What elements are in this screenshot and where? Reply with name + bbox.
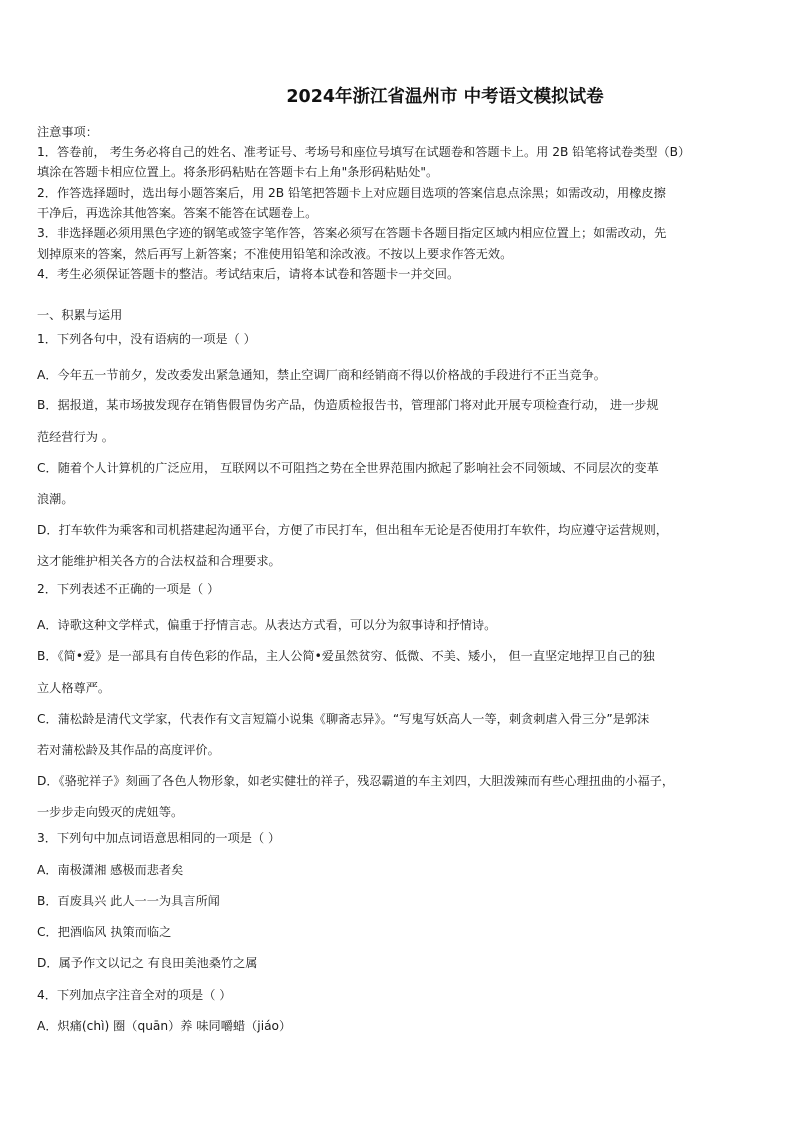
question-2-option-b-cont: 立人格尊严。 (37, 681, 111, 695)
question-2-option-c: C．蒲松龄是清代文学家，代表作有文言短篇小说集《聊斋志异》。“写鬼写妖高人一等，刺贪刺虐入骨三分”是郭沫 (37, 712, 650, 726)
question-1-option-b-cont: 范经营行为 。 (37, 430, 114, 444)
question-1-option-c: C．随着个人计算机的广泛应用， 互联网以不可阻挡之势在全世界范围内掀起了影响社会不同领域、不同层次的变革 (37, 461, 659, 475)
notice-line: 1．答卷前， 考生务必将自己的姓名、准考证号、考场号和座位号填写在试题卷和答题卡上。用 2B 铅笔将试卷类型（B） (37, 145, 691, 159)
question-4-option-a: A．炽痛(chì) 圈（quān）养 味同嚼蜡（jiáo） (37, 1019, 292, 1033)
notice-line: 4．考生必须保证答题卡的整洁。考试结束后，请将本试卷和答题卡一并交回。 (37, 267, 460, 281)
question-3-option-a: A．南极潇湘 感极而悲者矣 (37, 863, 184, 877)
notice-line: 3．非选择题必须用黑色字迹的钢笔或签字笔作答，答案必须写在答题卡各题目指定区域内相应位置上；如需改动，先 (37, 226, 667, 240)
question-3-option-b: B．百废具兴 此人一一为具言所闻 (37, 894, 220, 908)
question-4-stem: 4．下列加点字注音全对的项是（ ） (37, 988, 232, 1002)
notice-line: 划掉原来的答案，然后再写上新答案；不准使用铅笔和涂改液。不按以上要求作答无效。 (37, 247, 513, 261)
section-heading: 一、积累与运用 (37, 308, 123, 322)
notice-line: 2．作答选择题时，选出每小题答案后，用 2B 铅笔把答题卡上对应题目选项的答案信息点涂黑；如需改动，用橡皮擦 (37, 186, 666, 200)
question-2-option-b: B．《简•爱》是一部具有自传色彩的作品，主人公简•爱虽然贫穷、低微、不美、矮小， 但一直坚定地捍卫自己的独 (37, 649, 655, 663)
question-1-option-a: A．今年五一节前夕，发改委发出紧急通知，禁止空调厂商和经销商不得以价格战的手段进行不正当竞争。 (37, 368, 606, 382)
question-1-option-b: B．据报道，某市场披发现存在销售假冒伪劣产品，伪造质检报告书，管理部门将对此开展专项检查行动， 进一步规 (37, 398, 659, 412)
question-3-option-d: D．属予作文以记之 有良田美池桑竹之属 (37, 956, 258, 970)
question-1-stem: 1．下列各句中，没有语病的一项是（ ） (37, 332, 256, 346)
page-title: 2024年浙江省温州市 中考语文模拟试卷 (286, 87, 604, 107)
notice-line: 填涂在答题卡相应位置上。将条形码粘贴在答题卡右上角"条形码粘贴处"。 (37, 165, 439, 179)
question-3-stem: 3．下列句中加点词语意思相同的一项是（ ） (37, 831, 281, 845)
question-2-option-d: D．《骆驼祥子》刻画了各色人物形象，如老实健壮的祥子，残忍霸道的车主刘四，大胆泼辣而有些心理扭曲的小福子， (37, 774, 675, 788)
question-1-option-d: D．打车软件为乘客和司机搭建起沟通平台，方便了市民打车，但出租车无论是否使用打车软件，均应遵守运营规则， (37, 523, 668, 537)
question-1-option-d-cont: 这才能维护相关各方的合法权益和合理要求。 (37, 554, 281, 568)
question-2-option-c-cont: 若对蒲松龄及其作品的高度评价。 (37, 743, 220, 757)
question-2-stem: 2．下列表述不正确的一项是（ ） (37, 582, 220, 596)
question-2-option-d-cont: 一步步走向毁灭的虎妞等。 (37, 805, 184, 819)
question-2-option-a: A．诗歌这种文学样式，偏重于抒情言志。从表达方式看，可以分为叙事诗和抒情诗。 (37, 618, 497, 632)
question-1-option-c-cont: 浪潮。 (37, 492, 74, 506)
notice-heading: 注意事项： (37, 125, 98, 139)
question-3-option-c: C．把酒临风 执策而临之 (37, 925, 172, 939)
notice-line: 干净后，再选涂其他答案。答案不能答在试题卷上。 (37, 206, 318, 220)
